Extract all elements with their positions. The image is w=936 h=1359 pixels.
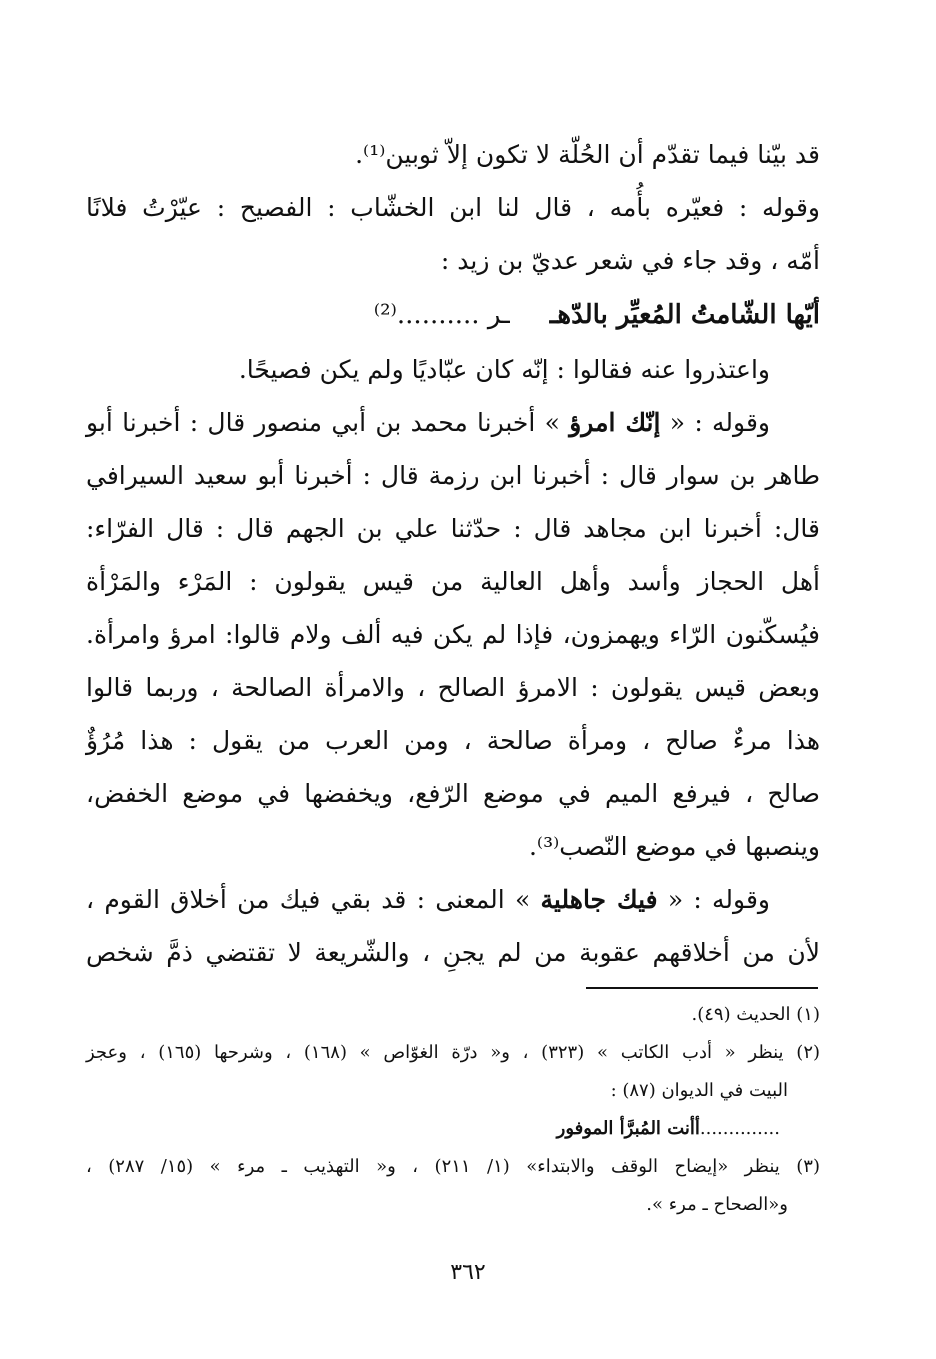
text-fragment: » أخبرنا محمد بن أبي منصور قال : أخبرنا أبو xyxy=(86,408,570,437)
text-line: لأن من أخلاقهم عقوبة من لم يجنِ ، والشّريعة لا تقتضي ذمَّ شخص xyxy=(86,938,820,967)
text-fragment: وقوله : « xyxy=(657,885,770,914)
verse-ellipsis: ـر ..........⁽²⁾ xyxy=(373,300,510,330)
quoted-phrase: إنّك امرؤ xyxy=(569,408,661,437)
footnote-line: البيت في الديوان (٨٧) : xyxy=(610,1080,788,1101)
text-line: صالح ، فيرفع الميم في موضع الرّفع، ويخفضها في موضع الخفض، xyxy=(86,779,820,808)
quoted-phrase: فيك جاهلية xyxy=(540,885,658,914)
footnote-line: و«الصحاح ـ مرء ». xyxy=(646,1194,788,1215)
text-line xyxy=(86,873,820,926)
verse-hemistich: أيّها الشّامتُ المُعيِّر بالدّهـ xyxy=(549,300,820,330)
footnote-line: (٣) ينظر «إيضاح الوقف والابتداء» (١/ ٢١١) ، و« التهذيب ـ مرء » (١٥/ ٢٨٧) ، xyxy=(86,1156,820,1177)
verse-hemistich: أأنت المُبرَّأ الموفور xyxy=(556,1118,700,1139)
text-line: طاهر بن سوار قال : أخبرنا ابن رزمة قال : أخبرنا أبو سعيد السيرافي xyxy=(86,461,820,490)
text-line: قال: أخبرنا ابن مجاهد قال : حدّثنا علي بن الجهم قال : قال الفرّاء: xyxy=(86,514,820,543)
footnote-line: (٢) ينظر « أدب الكاتب » (٣٢٣) ، و« درّة الغوّاص » (١٦٨) ، وشرحها (١٦٥) ، وعجز xyxy=(86,1042,821,1063)
footnote-separator xyxy=(586,987,818,989)
poetry-verse xyxy=(86,287,820,343)
page-number: ٣٦٢ xyxy=(450,1260,486,1285)
verse-ellipsis: .............. xyxy=(699,1118,780,1139)
text-line: وينصبها في موضع النّصب⁽³⁾. xyxy=(528,832,820,861)
text-line: أمّه ، وقد جاء في شعر عديّ بن زيد : xyxy=(440,246,820,275)
main-text xyxy=(86,128,820,979)
text-line: فيُسكّنون الرّاء ويهمزون، فإذا لم يكن فيه ألف ولام قالوا: امرؤ وامرأة. xyxy=(86,620,820,649)
text-line: قد بيّنا فيما تقدّم أن الحُلّة لا تكون إلاّ ثوبين⁽¹⁾. xyxy=(355,140,820,169)
footnotes xyxy=(86,996,820,1224)
text-line xyxy=(86,396,820,449)
footnote-line: (١) الحديث (٤٩). xyxy=(691,1004,820,1025)
text-line: وبعض قيس يقولون : الامرؤ الصالح ، والامرأة الصالحة ، وربما قالوا xyxy=(86,673,820,702)
footnote-verse xyxy=(86,1110,820,1148)
text-line: وقوله : فعيّره بأُمه ، قال لنا ابن الخشّاب : الفصيح : عيّرْتُ فلانًا xyxy=(86,193,820,222)
text-fragment: » المعنى : قد بقي فيك من أخلاق القوم ، xyxy=(86,885,541,914)
text-fragment: وقوله : « xyxy=(660,408,770,437)
text-line: أهل الحجاز وأسد وأهل العالية من قيس يقولون : المَرْء والمَرْأة xyxy=(86,567,820,596)
text-line: واعتذروا عنه فقالوا : إنّه كان عبّاديًا ولم يكن فصيحًا. xyxy=(238,355,770,384)
text-line: هذا مرءٌ صالح ، ومرأة صالحة ، ومن العرب من يقول : هذا مُرُؤٌ xyxy=(86,726,820,755)
